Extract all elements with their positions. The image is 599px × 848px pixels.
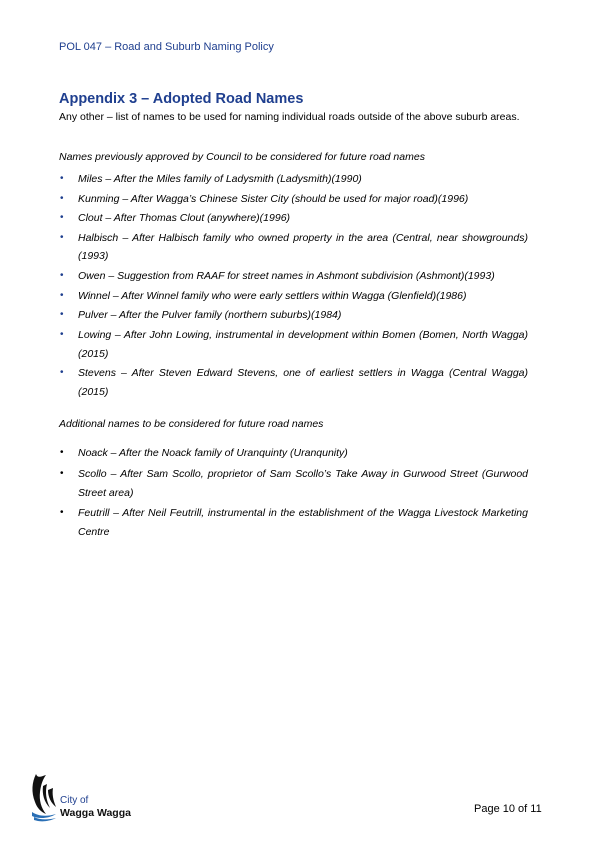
bullet-icon: •	[60, 367, 64, 379]
document-header: POL 047 – Road and Suburb Naming Policy	[59, 41, 274, 53]
appendix-intro: Any other – list of names to be used for naming individual roads outside of the above suburb areas.	[59, 111, 520, 123]
list-item-text: Scollo – After Sam Scollo, proprietor of Sam Scollo’s Take Away in Gurwood Street (Gurwood Street area)	[78, 467, 528, 499]
list-item	[59, 444, 528, 463]
list-item	[59, 504, 528, 541]
list-item	[59, 465, 528, 502]
list-item-text: Winnel – After Winnel family who were early settlers within Wagga (Glenfield)(1986)	[78, 289, 467, 302]
list-item-text: Pulver – After the Pulver family (northern suburbs)(1984)	[78, 309, 342, 322]
bullet-icon: •	[60, 467, 64, 479]
bullet-icon: •	[60, 309, 64, 321]
logo-text-city-of: City of	[60, 795, 89, 806]
list-item	[59, 229, 528, 266]
list-item-text: Noack – After the Noack family of Uranquinty (Uranqunity)	[78, 447, 348, 459]
bullet-icon: •	[60, 507, 64, 519]
list-item	[59, 306, 528, 325]
bullet-icon: •	[60, 212, 64, 224]
list-item-text: Miles – After the Miles family of Ladysmith (Ladysmith)(1990)	[78, 173, 362, 185]
appendix-title: Appendix 3 – Adopted Road Names	[59, 91, 304, 107]
bullet-icon: •	[60, 447, 64, 458]
logo-text-wagga-wagga: Wagga Wagga	[60, 807, 131, 819]
list-item	[59, 170, 528, 189]
bullet-icon: •	[60, 328, 64, 340]
list-item-text: Clout – After Thomas Clout (anywhere)(1996)	[78, 212, 291, 225]
previous-names-heading: Names previously approved by Council to be considered for future road names	[59, 151, 425, 163]
list-item	[59, 267, 528, 286]
list-item-text: Halbisch – After Halbisch family who owned property in the area (Central, near showgrounds)(1993)	[78, 231, 528, 263]
bullet-icon: •	[60, 231, 64, 243]
list-item	[59, 190, 528, 209]
list-item-text: Feutrill – After Neil Feutrill, instrumental in the establishment of the Wagga Livestock Marketing Centre	[78, 507, 528, 539]
additional-names-heading: Additional names to be considered for future road names	[59, 418, 324, 430]
list-item-text: Kunming – After Wagga’s Chinese Sister City (should be used for major road)(1996)	[78, 192, 469, 205]
list-item-text: Owen – Suggestion from RAAF for street names in Ashmont subdivision (Ashmont)(1993)	[78, 270, 495, 283]
additional-names-list	[59, 444, 528, 544]
city-logo-icon	[30, 772, 60, 822]
list-item-text: Lowing – After John Lowing, instrumental in development within Bomen (Bomen, North Wagga)(2015)	[78, 328, 528, 360]
city-logo	[30, 772, 140, 822]
list-item	[59, 364, 528, 401]
bullet-icon: •	[60, 192, 64, 204]
previous-names-list	[59, 170, 528, 402]
bullet-icon: •	[60, 270, 64, 282]
page-number: Page 10 of 11	[474, 803, 542, 815]
list-item	[59, 209, 528, 228]
list-item	[59, 287, 528, 306]
list-item-text: Stevens – After Steven Edward Stevens, one of earliest settlers in Wagga (Central Wagga)(2015)	[78, 367, 528, 398]
bullet-icon: •	[60, 289, 64, 301]
list-item	[59, 326, 528, 363]
bullet-icon: •	[60, 173, 64, 184]
